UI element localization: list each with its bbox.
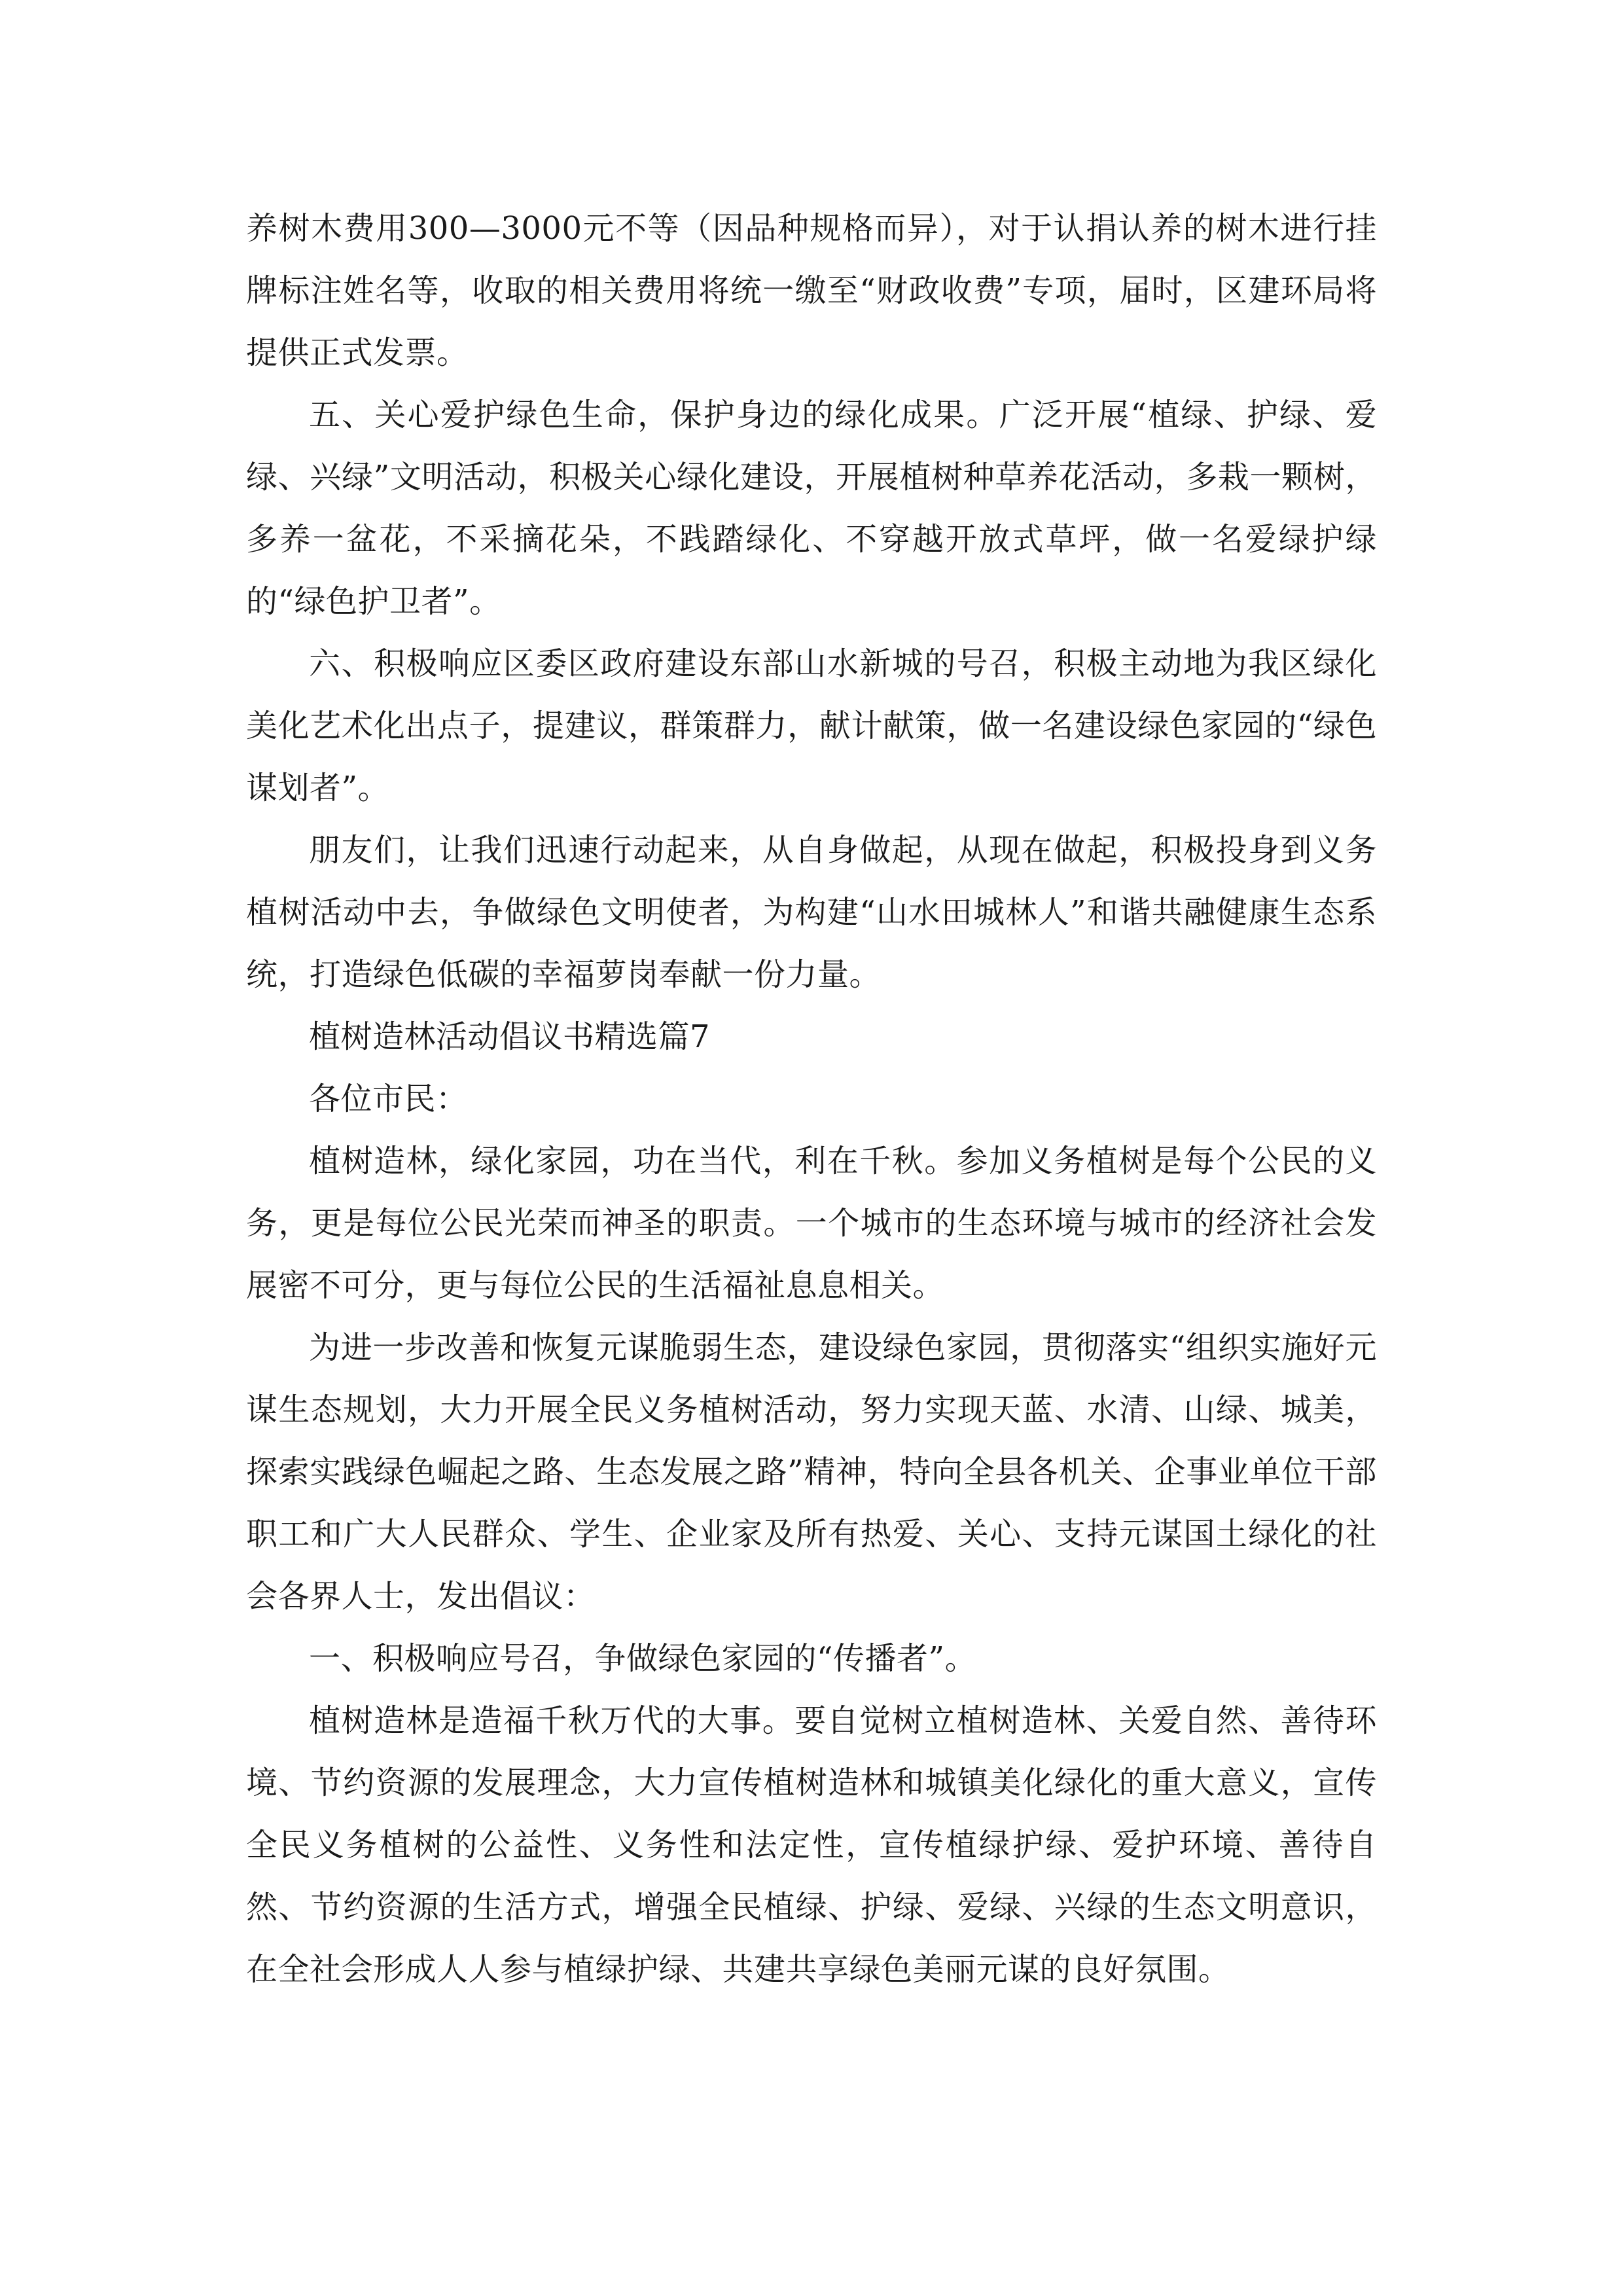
paragraph-item-5: 五、关心爱护绿色生命，保护身边的绿化成果。广泛开展“植绿、护绿、爱绿、兴绿”文明活动，积极关心绿化建设，开展植树种草养花活动，多栽一颗树，多养一盆花，不采摘花朵，不践踏绿化、不穿越开放式草坪，做一名爱绿护绿的“绿色护卫者”。 <box>246 397 1377 620</box>
paragraph-item-1-heading: 一、积极响应号召，争做绿色家园的“传播者”。 <box>309 1640 977 1677</box>
paragraph-intro: 植树造林，绿化家园，功在当代，利在千秋。参加义务植树是每个公民的义务，更是每位公民光荣而神圣的职责。一个城市的生态环境与城市的经济社会发展密不可分，更与每位公民的生活福祉息息相关。 <box>246 1143 1377 1304</box>
paragraph-item-1-body: 植树造林是造福千秋万代的大事。要自觉树立植树造林、关爱自然、善待环境、节约资源的发展理念，大力宣传植树造林和城镇美化绿化的重大意义，宣传全民义务植树的公益性、义务性和法定性，宣传植绿护绿、爱护环境、善待自然、节约资源的生活方式，增强全民植绿、护绿、爱绿、兴绿的生态文明意识，在全社会形成人人参与植绿护绿、共建共享绿色美丽元谋的良好氛围。 <box>246 1702 1377 1988</box>
paragraph-continuation: 养树木费用300—3000元不等（因品种规格而异），对于认捐认养的树木进行挂牌标注姓名等，收取的相关费用将统一缴至“财政收费”专项，届时，区建环局将提供正式发票。 <box>246 210 1377 371</box>
section-heading: 植树造林活动倡议书精选篇7 <box>309 1018 711 1055</box>
paragraph-item-6: 六、积极响应区委区政府建设东部山水新城的号召，积极主动地为我区绿化美化艺术化出点子，提建议，群策群力，献计献策，做一名建设绿色家园的“绿色谋划者”。 <box>246 645 1377 806</box>
paragraph-purpose: 为进一步改善和恢复元谋脆弱生态，建设绿色家园，贯彻落实“组织实施好元谋生态规划，大力开展全民义务植树活动，努力实现天蓝、水清、山绿、城美，探索实践绿色崛起之路、生态发展之路”精神，特向全县各机关、企事业单位干部职工和广大人民群众、学生、企业家及所有热爱、关心、支持元谋国土绿化的社会各界人士，发出倡议： <box>246 1329 1377 1615</box>
paragraph-closing: 朋友们，让我们迅速行动起来，从自身做起，从现在做起，积极投身到义务植树活动中去，争做绿色文明使者，为构建“山水田城林人”和谐共融健康生态系统，打造绿色低碳的幸福萝岗奉献一份力量。 <box>246 832 1377 993</box>
salutation: 各位市民： <box>309 1081 468 1117</box>
body-text <box>246 198 1377 2001</box>
